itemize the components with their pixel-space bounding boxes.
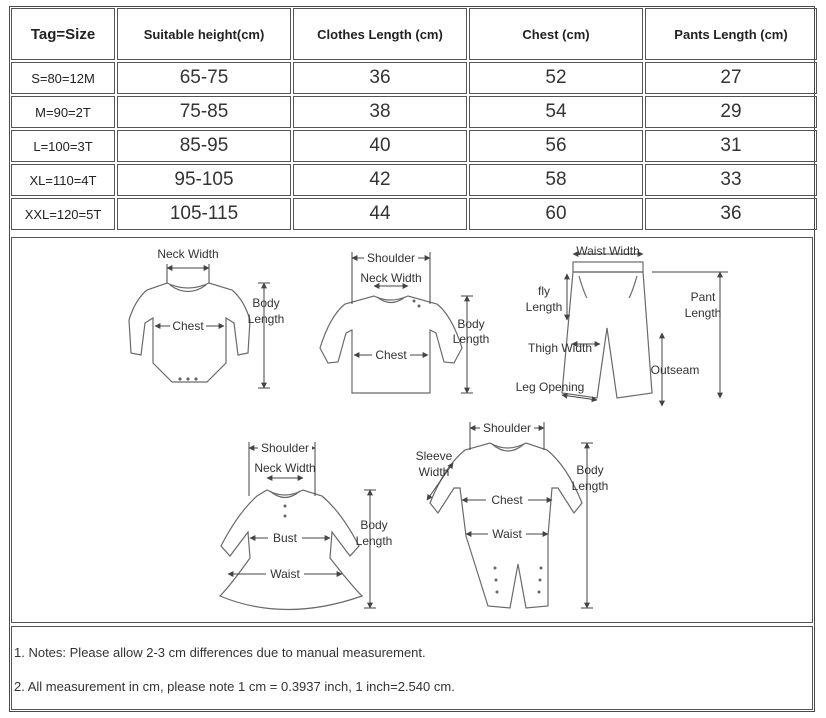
bodysuit-diagram bbox=[129, 247, 284, 388]
neck-width-label: Neck Width bbox=[254, 461, 316, 475]
svg-text:Length: Length bbox=[247, 312, 285, 326]
cell-height: 85-95 bbox=[117, 130, 291, 162]
table-row bbox=[11, 164, 817, 196]
waist-width-label: Waist Width bbox=[576, 244, 640, 258]
snap-button bbox=[186, 377, 189, 380]
romper-diagram bbox=[416, 420, 609, 608]
table-header-row bbox=[11, 8, 817, 60]
cell-tag-size: XL=110=4T bbox=[11, 164, 115, 196]
cell-chest: 60 bbox=[469, 198, 643, 230]
cell-chest: 52 bbox=[469, 62, 643, 94]
svg-text:Length: Length bbox=[571, 479, 609, 493]
shirt-button bbox=[413, 300, 416, 303]
size-table bbox=[9, 6, 819, 232]
header-chest: Chest (cm) bbox=[469, 8, 643, 60]
cell-pants-length: 31 bbox=[645, 130, 817, 162]
snap-button bbox=[540, 567, 543, 570]
header-suitable-height: Suitable height(cm) bbox=[117, 8, 291, 60]
leg-opening-label: Leg Opening bbox=[515, 380, 585, 394]
pants-pocket bbox=[579, 276, 637, 298]
sleeve-width-label: Sleeve bbox=[415, 449, 453, 463]
waist-label: Waist bbox=[270, 567, 300, 581]
body-length-label: Body bbox=[576, 463, 604, 477]
cell-tag-size: XXL=120=5T bbox=[11, 198, 115, 230]
body-length-label: Body bbox=[252, 296, 280, 310]
header-tag-size: Tag=Size bbox=[11, 8, 115, 60]
romper-snaps bbox=[494, 567, 543, 594]
note-line-1: 1. Notes: Please allow 2-3 cm differences due to manual measurement. bbox=[14, 645, 426, 660]
snap-button bbox=[539, 579, 542, 582]
cell-pants-length: 27 bbox=[645, 62, 817, 94]
cell-height: 65-75 bbox=[117, 62, 291, 94]
dress-button bbox=[284, 515, 287, 518]
cell-tag-size: L=100=3T bbox=[11, 130, 115, 162]
snap-button bbox=[178, 377, 181, 380]
cell-tag-size: M=90=2T bbox=[11, 96, 115, 128]
table-row bbox=[11, 96, 817, 128]
shirt-diagram bbox=[320, 250, 489, 393]
table-row bbox=[11, 130, 817, 162]
neck-width-label: Neck Width bbox=[157, 247, 219, 261]
snap-button bbox=[495, 579, 498, 582]
chest-label: Chest bbox=[375, 348, 407, 362]
shirt-button bbox=[418, 305, 421, 308]
snap-button bbox=[538, 591, 541, 594]
cell-chest: 58 bbox=[469, 164, 643, 196]
thigh-width-label: Thigh Width bbox=[527, 341, 593, 355]
svg-text:Length: Length bbox=[684, 306, 722, 320]
cell-pants-length: 29 bbox=[645, 96, 817, 128]
cell-tag-size: S=80=12M bbox=[11, 62, 115, 94]
header-clothes-length: Clothes Length (cm) bbox=[293, 8, 467, 60]
chest-label: Chest bbox=[491, 493, 523, 507]
bust-label: Bust bbox=[272, 531, 298, 545]
waist-label: Waist bbox=[492, 527, 522, 541]
dress-neckline bbox=[270, 491, 300, 498]
shoulder-label: Shoulder bbox=[482, 421, 532, 435]
snap-button bbox=[496, 591, 499, 594]
cell-clothes-length: 36 bbox=[293, 62, 467, 94]
body-length-label: Body bbox=[360, 518, 388, 532]
outseam-label: Outseam bbox=[650, 363, 700, 377]
measurement-diagrams-panel bbox=[11, 237, 813, 623]
cell-height: 105-115 bbox=[117, 198, 291, 230]
chest-label: Chest bbox=[172, 319, 204, 333]
pant-length-label: Pant bbox=[690, 290, 716, 304]
cell-pants-length: 36 bbox=[645, 198, 817, 230]
fly-length-label: fly bbox=[538, 284, 550, 298]
svg-text:Length: Length bbox=[452, 332, 490, 346]
pants-waistband bbox=[573, 262, 643, 272]
header-pants-length: Pants Length (cm) bbox=[645, 8, 817, 60]
cell-height: 75-85 bbox=[117, 96, 291, 128]
neck-width-label: Neck Width bbox=[360, 271, 422, 285]
note-line-2: 2. All measurement in cm, please note 1 cm = 0.3937 inch, 1 inch=2.540 cm. bbox=[14, 679, 455, 694]
cell-clothes-length: 40 bbox=[293, 130, 467, 162]
snap-button bbox=[494, 567, 497, 570]
table-row bbox=[11, 62, 817, 94]
dress-button bbox=[284, 505, 287, 508]
svg-text:Width: Width bbox=[418, 465, 450, 479]
svg-text:Length: Length bbox=[525, 300, 563, 314]
measurement-diagrams bbox=[12, 238, 812, 622]
body-length-label: Body bbox=[457, 317, 485, 331]
pants-diagram bbox=[516, 244, 728, 406]
svg-text:Length: Length bbox=[355, 534, 393, 548]
snap-button bbox=[194, 377, 197, 380]
shoulder-label: Shoulder bbox=[260, 441, 310, 455]
shoulder-label: Shoulder bbox=[366, 251, 416, 265]
dress-diagram bbox=[220, 440, 392, 610]
cell-chest: 56 bbox=[469, 130, 643, 162]
notes-panel bbox=[11, 626, 813, 710]
cell-pants-length: 33 bbox=[645, 164, 817, 196]
dress-outline bbox=[220, 490, 362, 610]
shirt-outline bbox=[320, 296, 462, 393]
romper-outline bbox=[430, 443, 582, 608]
table-row bbox=[11, 198, 817, 230]
cell-clothes-length: 44 bbox=[293, 198, 467, 230]
cell-height: 95-105 bbox=[117, 164, 291, 196]
cell-chest: 54 bbox=[469, 96, 643, 128]
cell-clothes-length: 42 bbox=[293, 164, 467, 196]
cell-clothes-length: 38 bbox=[293, 96, 467, 128]
